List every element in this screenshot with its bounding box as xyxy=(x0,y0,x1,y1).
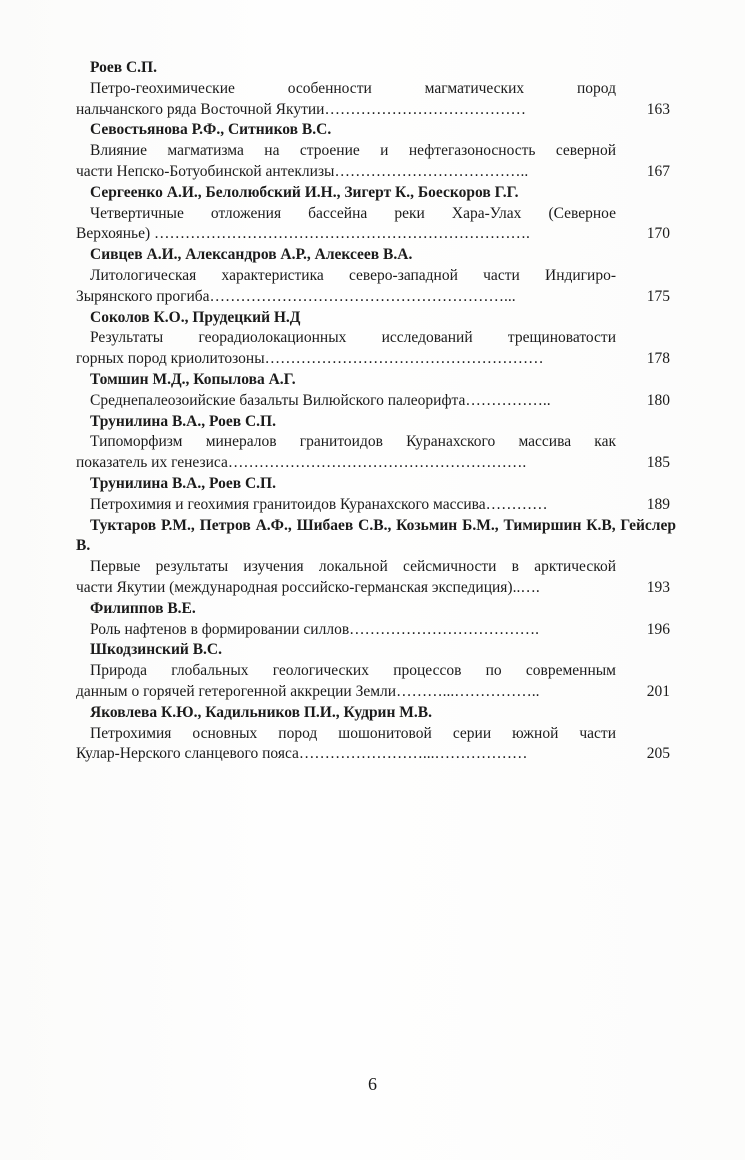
toc-entry-authors: Трунилина В.А., Роев С.П. xyxy=(90,474,276,492)
toc-entry-title-line: данным о горячей гетерогенной аккреции Земли………...…………….. xyxy=(76,682,540,700)
toc-entry xyxy=(76,245,676,307)
toc-entry-authors: Филиппов В.Е. xyxy=(90,599,196,617)
toc-entry xyxy=(76,370,676,412)
toc-entry-title-block xyxy=(76,724,676,766)
toc-entry-page-number: 193 xyxy=(646,578,670,596)
toc-entry-title-block xyxy=(76,495,676,516)
toc-entry-title-line: Петро-геохимические особенности магматических пород xyxy=(90,79,616,97)
toc-entry xyxy=(76,58,676,120)
toc-entry-page-number: 189 xyxy=(646,495,670,513)
toc-entry-authors: Сергеенко А.И., Белолюбский И.Н., Зигерт К., Боескоров Г.Г. xyxy=(90,183,519,201)
toc-entry-title-block xyxy=(76,557,676,599)
toc-entry-title-block xyxy=(76,391,676,412)
toc-entry-title-line: Литологическая характеристика северо-западной части Индигиро- xyxy=(90,266,616,284)
toc-entry-title-line: Роль нафтенов в формировании силлов………………………………. xyxy=(90,620,540,638)
toc-entry-title-block xyxy=(76,204,676,246)
toc-entry-title-line: Четвертичные отложения бассейна реки Хара-Улах (Северное xyxy=(90,204,616,222)
toc-entry xyxy=(76,474,676,516)
toc-entry xyxy=(76,308,676,370)
toc-entry xyxy=(76,599,676,641)
toc-entry-authors: Севостьянова Р.Ф., Ситников В.С. xyxy=(90,121,332,139)
toc-entry-page-number: 180 xyxy=(646,391,670,409)
table-of-contents xyxy=(76,58,676,765)
toc-entry-title-block xyxy=(76,661,676,703)
toc-entry-title-line: Типоморфизм минералов гранитоидов Куранахского массива как xyxy=(90,433,616,451)
toc-entry-title-line: Кулар-Нерского сланцевого пояса……………………...……………… xyxy=(76,745,528,763)
toc-entry-authors: Томшин М.Д., Копылова А.Г. xyxy=(90,370,296,388)
toc-entry-title-block xyxy=(76,79,676,121)
toc-entry xyxy=(76,412,676,474)
toc-entry xyxy=(76,183,676,245)
toc-entry-authors: Соколов К.О., Прудецкий Н.Д xyxy=(90,308,301,326)
toc-entry-title-line: Влияние магматизма на строение и нефтегазоносность северной xyxy=(90,142,616,160)
toc-entry-page-number: 170 xyxy=(646,225,670,243)
toc-entry-authors: Туктаров Р.М., Петров А.Ф., Шибаев С.В., Козьмин Б.М., Тимиршин К.В, Гейслер В. xyxy=(76,516,676,555)
toc-entry-page-number: 201 xyxy=(646,682,670,700)
toc-entry-title-line: части Якутии (международная российско-германская экспедиция)..…. xyxy=(76,578,540,596)
toc-entry-page-number: 196 xyxy=(646,620,670,638)
toc-entry-page-number: 163 xyxy=(646,100,670,118)
toc-entry xyxy=(76,640,676,702)
toc-entry-title-line: горных пород криолитозоны……………………………………………… xyxy=(76,350,544,368)
toc-entry-title-line: Первые результаты изучения локальной сейсмичности в арктической xyxy=(90,558,616,576)
toc-entry-title-line: Петрохимия и геохимия гранитоидов Куранахского массива………… xyxy=(90,495,548,513)
toc-entry-title-line: части Непско-Ботуобинской антеклизы……………………………….. xyxy=(76,162,529,180)
toc-entry-title-block xyxy=(76,266,676,308)
toc-entry-authors: Шкодзинский В.С. xyxy=(90,641,222,659)
toc-entry-page-number: 167 xyxy=(646,162,670,180)
toc-entry-authors: Сивцев А.И., Александров А.Р., Алексеев В.А. xyxy=(90,246,413,264)
toc-entry xyxy=(76,120,676,182)
toc-entry-page-number: 178 xyxy=(646,350,670,368)
toc-entry-page-number: 185 xyxy=(646,454,670,472)
toc-entry-title-block xyxy=(76,432,676,474)
toc-entry-authors: Роев С.П. xyxy=(90,59,157,76)
toc-entry-title-line: Результаты георадиолокационных исследований трещиноватости xyxy=(90,329,616,347)
toc-entry-title-line: Природа глобальных геологических процессов по современным xyxy=(90,662,616,680)
toc-entry-title-block xyxy=(76,328,676,370)
toc-entry-title-line: Верхоянье) ………………………………………………………………. xyxy=(76,225,530,243)
toc-entry-page-number: 175 xyxy=(646,287,670,305)
toc-entry-page-number: 205 xyxy=(646,745,670,763)
toc-entry-title-block xyxy=(76,620,676,641)
toc-entry-title-line: нальчанского ряда Восточной Якутии………………………………… xyxy=(76,100,526,118)
toc-entry xyxy=(76,703,676,765)
toc-entry-title-line: Зырянского прогиба…………………………………………………... xyxy=(76,287,516,305)
toc-entry-title-block xyxy=(76,141,676,183)
toc-entry-title-line: Среднепалеозоийские базальты Вилюйского палеорифта…………….. xyxy=(90,391,551,409)
toc-entry-authors: Трунилина В.А., Роев С.П. xyxy=(90,412,276,430)
toc-entry-title-line: Петрохимия основных пород шошонитовой серии южной части xyxy=(90,724,616,742)
toc-entry-title-line: показатель их генезиса…………………………………………………. xyxy=(76,454,527,472)
toc-entry-authors: Яковлева К.Ю., Кадильников П.И., Кудрин М.В. xyxy=(90,703,433,721)
page-number: 6 xyxy=(368,1074,377,1094)
toc-entry xyxy=(76,516,676,599)
